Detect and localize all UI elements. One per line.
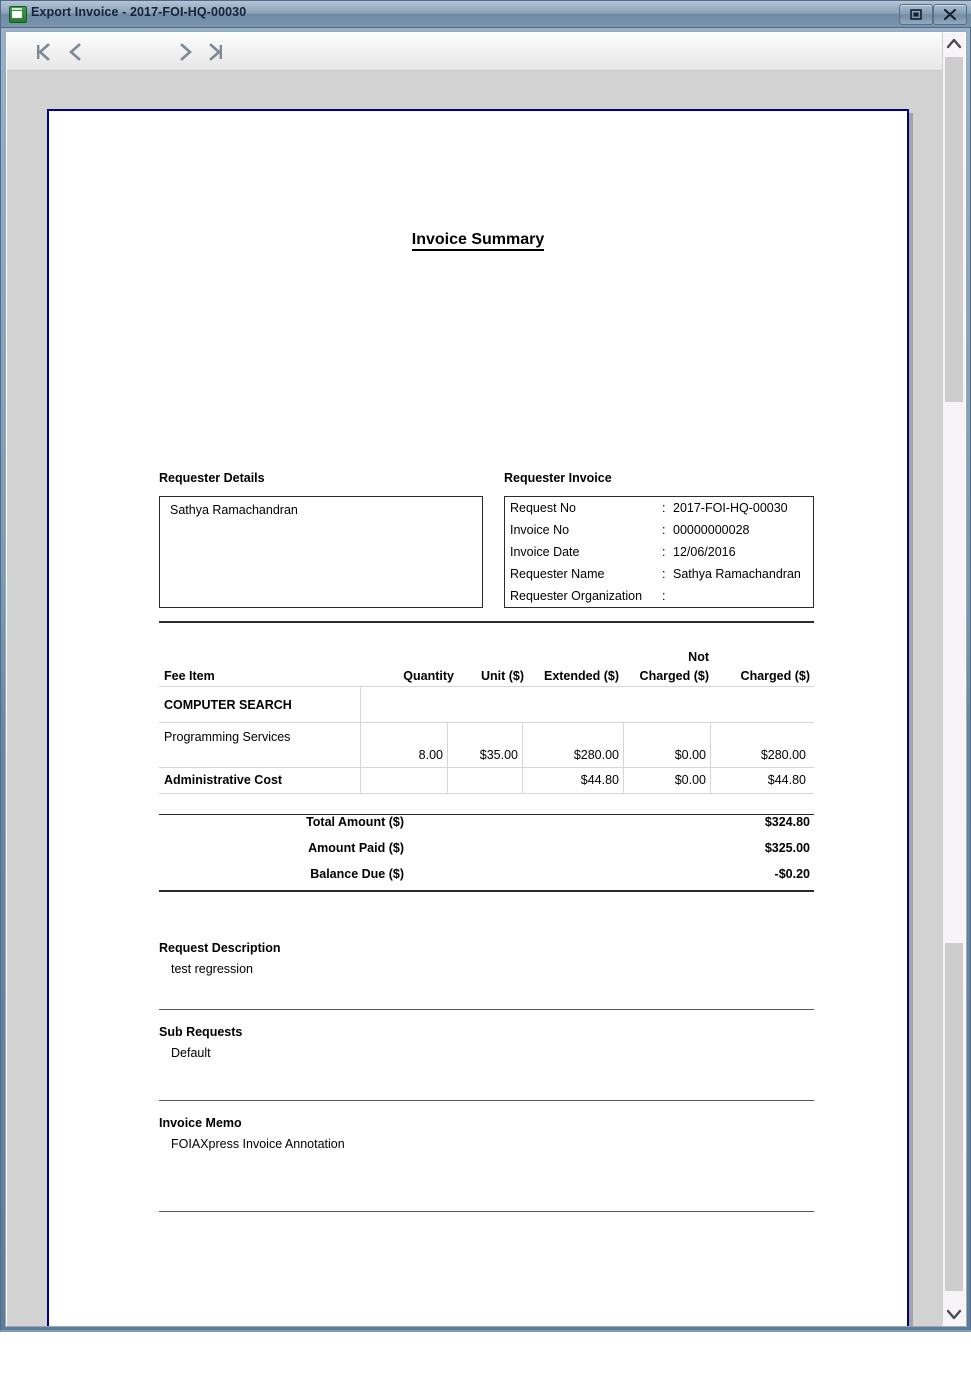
sub-requests-section: [159, 1025, 814, 1060]
requester-invoice-box: [504, 496, 814, 608]
totals-bottom-rule: [159, 890, 814, 892]
invoice-field-requester-name: [505, 564, 815, 586]
field-separator: :: [662, 523, 666, 537]
previous-page-icon: [64, 41, 86, 63]
field-value: 00000000028: [673, 523, 750, 537]
table-row: [159, 723, 814, 768]
next-page-icon: [175, 41, 197, 63]
cell-fee-item: Programming Services: [164, 730, 291, 744]
field-label: Invoice No: [510, 523, 570, 537]
totals-value: $324.80: [764, 815, 810, 829]
totals-value: -$0.20: [774, 867, 810, 881]
scroll-up-icon: [943, 33, 965, 55]
requester-invoice-heading: Requester Invoice: [504, 471, 612, 485]
invoice-field-request-no: [505, 498, 815, 520]
close-icon: [934, 5, 966, 24]
column-header-not-charged-line1: Not: [688, 650, 709, 664]
fee-table-header-row: [159, 624, 814, 686]
request-description-body: test regression: [171, 962, 253, 976]
section-divider-2: [159, 1100, 814, 1101]
cell-fee-item: Administrative Cost: [164, 773, 283, 787]
field-separator: :: [662, 589, 666, 603]
invoice-memo-heading: Invoice Memo: [159, 1116, 242, 1130]
cell-not-charged: $0.00: [674, 773, 706, 787]
totals-row-total-amount: [159, 811, 814, 837]
report-page: [47, 109, 909, 1326]
cell-unit: $35.00: [479, 748, 518, 762]
report-viewer-client: [5, 31, 967, 1327]
field-label: Requester Name: [510, 567, 605, 581]
column-header-unit: Unit ($): [480, 669, 524, 683]
totals-value: $325.00: [764, 841, 810, 855]
close-button[interactable]: [933, 4, 967, 25]
totals-label: Amount Paid ($): [308, 841, 404, 855]
cell-charged: $280.00: [760, 748, 806, 762]
field-label: Requester Organization: [510, 589, 643, 603]
window-titlebar[interactable]: [1, 1, 971, 28]
scroll-down-button[interactable]: [943, 1303, 965, 1325]
invoice-field-requester-organization: [505, 586, 815, 608]
scrollbar-track-segment[interactable]: [945, 943, 963, 1291]
column-header-not-charged-line2: Charged ($): [639, 669, 709, 683]
previous-page-button[interactable]: [64, 41, 86, 63]
request-description-section: [159, 941, 814, 976]
last-page-icon: [205, 41, 227, 63]
totals-label: Balance Due ($): [310, 867, 404, 881]
totals-section: [159, 811, 814, 889]
scrollbar-thumb[interactable]: [945, 57, 963, 402]
cell-extended: $44.80: [580, 773, 619, 787]
field-value: 2017-FOI-HQ-00030: [673, 501, 788, 515]
section-divider-1: [159, 1009, 814, 1010]
page-title-text: Invoice Summary: [412, 231, 545, 251]
report-scroll-pane[interactable]: [7, 71, 942, 1326]
cell-charged: $44.80: [767, 773, 806, 787]
field-value: Sathya Ramachandran: [673, 567, 801, 581]
cell-extended: $280.00: [573, 748, 619, 762]
field-separator: :: [662, 545, 666, 559]
sub-requests-body: Default: [171, 1046, 211, 1060]
fee-table-body: [159, 686, 814, 794]
report-window-icon: [9, 6, 27, 23]
window-title: Export Invoice - 2017-FOI-HQ-00030: [31, 5, 247, 19]
page-title: [49, 231, 907, 249]
maximize-icon: [900, 5, 932, 24]
requester-details-heading: Requester Details: [159, 471, 265, 485]
invoice-report: [49, 111, 907, 1326]
field-label: Request No: [510, 501, 577, 515]
report-toolbar: [7, 33, 942, 71]
totals-label: Total Amount ($): [306, 815, 404, 829]
field-separator: :: [662, 567, 666, 581]
table-row: [159, 686, 814, 723]
totals-row-amount-paid: [159, 837, 814, 863]
invoice-field-invoice-no: [505, 520, 815, 542]
invoice-field-invoice-date: [505, 542, 815, 564]
table-row: [159, 768, 814, 794]
section-divider-3: [159, 1211, 814, 1212]
first-page-icon: [32, 41, 54, 63]
column-header-extended: Extended ($): [543, 669, 619, 683]
vertical-scrollbar[interactable]: [942, 33, 965, 1325]
sub-requests-heading: Sub Requests: [159, 1025, 243, 1039]
desktop-background: [0, 1332, 971, 1389]
field-label: Invoice Date: [510, 545, 580, 559]
field-separator: :: [662, 501, 666, 515]
next-page-button[interactable]: [175, 41, 197, 63]
cell-fee-item: COMPUTER SEARCH: [164, 698, 292, 712]
fee-table-top-rule: [159, 621, 814, 623]
cell-not-charged: $0.00: [674, 748, 706, 762]
request-description-heading: Request Description: [159, 941, 281, 955]
requester-details-box: [159, 496, 483, 608]
first-page-button[interactable]: [32, 41, 54, 63]
column-header-charged: Charged ($): [740, 669, 810, 683]
column-header-fee-item: Fee Item: [164, 669, 215, 683]
requester-details-name: Sathya Ramachandran: [170, 503, 298, 517]
last-page-button[interactable]: [205, 41, 227, 63]
scroll-up-button[interactable]: [943, 33, 965, 55]
maximize-button[interactable]: [899, 4, 933, 25]
invoice-memo-section: [159, 1116, 814, 1151]
field-value: 12/06/2016: [673, 545, 736, 559]
scroll-down-icon: [943, 1303, 965, 1325]
totals-row-balance-due: [159, 863, 814, 889]
invoice-memo-body: FOIAXpress Invoice Annotation: [171, 1137, 345, 1151]
column-header-quantity: Quantity: [403, 669, 454, 683]
cell-quantity: 8.00: [418, 748, 443, 762]
